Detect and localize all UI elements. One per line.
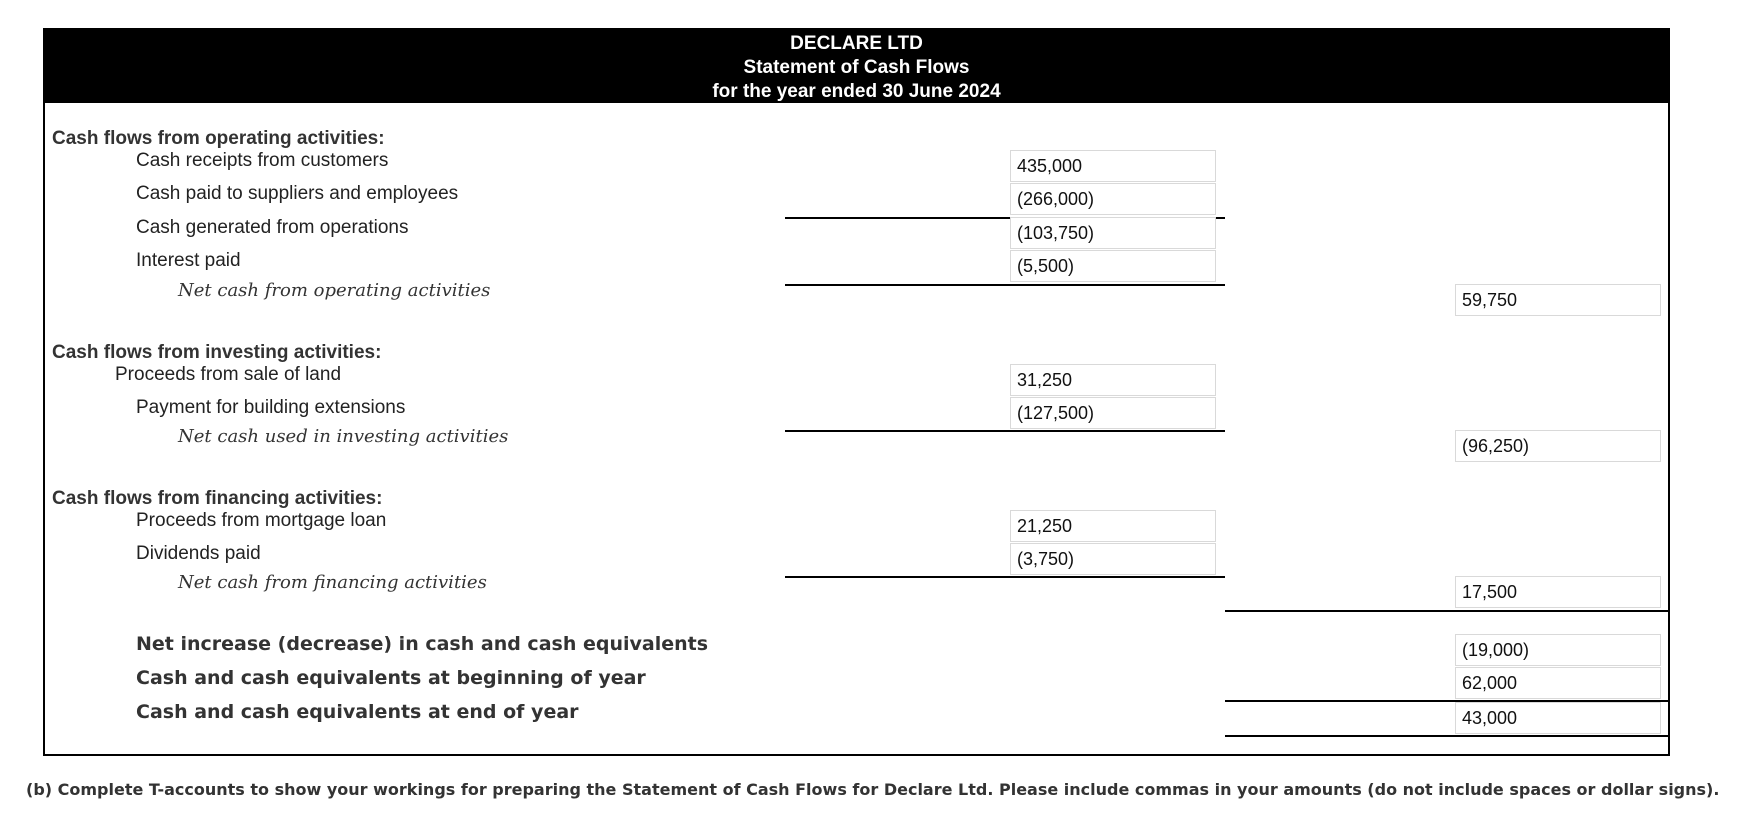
total-rule [1225,610,1670,612]
net-increase-label: Net increase (decrease) in cash and cash equivalents [136,633,709,655]
net-financing-input[interactable] [1455,576,1661,608]
mortgage-input[interactable] [1010,510,1216,542]
net-operating-label: Net cash from operating activities [178,280,491,301]
financing-heading: Cash flows from financing activities: [52,488,383,509]
interest-label: Interest paid [136,250,241,271]
land-label: Proceeds from sale of land [115,364,342,385]
paid-suppliers-label: Cash paid to suppliers and employees [136,183,459,204]
net-investing-input[interactable] [1455,430,1661,462]
end-cash-input[interactable] [1455,702,1661,734]
subtotal-rule [785,576,1225,578]
land-input[interactable] [1010,364,1216,396]
cash-flow-statement [43,28,1670,756]
instructions-text: (b) Complete T-accounts to show your workings for preparing the Statement of Cash Flows for Declare Ltd. Please include commas in your amounts (do not include spaces or dollar signs). [26,780,1720,799]
statement-title: Statement of Cash Flows [743,57,970,78]
investing-heading: Cash flows from investing activities: [52,342,382,363]
net-investing-label: Net cash used in investing activities [178,426,509,447]
subtotal-rule [785,430,1225,432]
building-label: Payment for building extensions [136,397,406,418]
net-financing-label: Net cash from financing activities [178,572,487,593]
interest-input[interactable] [1010,250,1216,282]
mortgage-label: Proceeds from mortgage loan [136,510,387,531]
generated-label: Cash generated from operations [136,217,409,238]
net-increase-input[interactable] [1455,634,1661,666]
beginning-cash-input[interactable] [1455,667,1661,699]
beginning-cash-label: Cash and cash equivalents at beginning of year [136,667,646,689]
statement-header [45,30,1668,103]
building-input[interactable] [1010,397,1216,429]
dividends-label: Dividends paid [136,543,261,564]
operating-heading: Cash flows from operating activities: [52,128,385,149]
subtotal-rule [785,284,1225,286]
generated-input[interactable] [1010,217,1216,249]
statement-period: for the year ended 30 June 2024 [712,81,1001,102]
paid-suppliers-input[interactable] [1010,183,1216,215]
net-operating-input[interactable] [1455,284,1661,316]
company-name: DECLARE LTD [790,33,923,54]
total-rule [1225,735,1670,737]
dividends-input[interactable] [1010,543,1216,575]
receipts-label: Cash receipts from customers [136,150,389,171]
end-cash-label: Cash and cash equivalents at end of year [136,701,579,723]
receipts-input[interactable] [1010,150,1216,182]
